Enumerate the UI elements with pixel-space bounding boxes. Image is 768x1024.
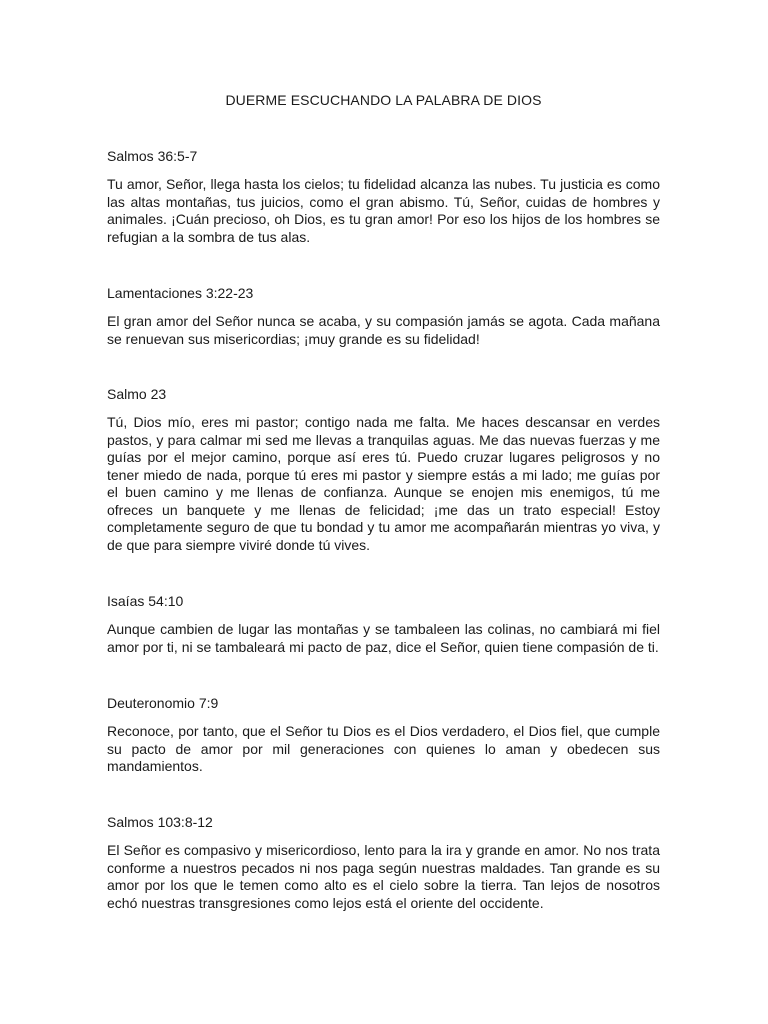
verse-text: El Señor es compasivo y misericordioso, lento para la ira y grande en amor. No nos trata conforme a nuestros pecados ni nos paga según nuestras maldades. Tan grande es su amor por los que le temen como alto es el cielo sobre la tierra. Tan lejos de nosotros echó nuestras transgresiones como lejos está el oriente del occidente.: [107, 842, 660, 911]
verse-text: Tu amor, Señor, llega hasta los cielos; tu fidelidad alcanza las nubes. Tu justicia es como las altas montañas, tus juicios, como el gran abismo. Tú, Señor, cuidas de hombres y animales. ¡Cuán precioso, oh Dios, es tu gran amor! Por eso los hijos de los hombres se refugian a la sombra de tus alas.: [107, 176, 660, 245]
verse-text: Aunque cambien de lugar las montañas y se tambaleen las colinas, no cambiará mi fiel amor por ti, ni se tambaleará mi pacto de paz, dice el Señor, quien tiene compasión de ti.: [107, 621, 660, 655]
verse-reference: Lamentaciones 3:22-23: [107, 285, 254, 301]
verse-reference: Deuteronomio 7:9: [107, 695, 219, 711]
document-title: DUERME ESCUCHANDO LA PALABRA DE DIOS: [225, 92, 542, 108]
verse-reference: Salmos 103:8-12: [107, 814, 213, 830]
verse-text: El gran amor del Señor nunca se acaba, y su compasión jamás se agota. Cada mañana se renuevan sus misericordias; ¡muy grande es su fidelidad!: [107, 313, 660, 347]
verse-text: Reconoce, por tanto, que el Señor tu Dios es el Dios verdadero, el Dios fiel, que cumple su pacto de amor por mil generaciones con quienes lo aman y obedecen sus mandamientos.: [107, 723, 660, 774]
verse-text: Tú, Dios mío, eres mi pastor; contigo nada me falta. Me haces descansar en verdes pastos, y para calmar mi sed me llevas a tranquilas aguas. Me das nuevas fuerzas y me guías por el mejor camino, porque así eres tú. Puedo cruzar lugares peligrosos y no tener miedo de nada, porque tú eres mi pastor y siempre estás a mi lado; me guías por el buen camino y me llenas de confianza. Aunque se enojen mis enemigos, tú me ofreces un banquete y me llenas de felicidad; ¡me das un trato especial! Estoy completamente seguro de que tu bondad y tu amor me acompañarán mientras yo viva, y de que para siempre viviré donde tú vives.: [107, 414, 660, 553]
verse-reference: Salmo 23: [107, 386, 167, 402]
verse-reference: Salmos 36:5-7: [107, 148, 198, 164]
verse-reference: Isaías 54:10: [107, 593, 184, 609]
